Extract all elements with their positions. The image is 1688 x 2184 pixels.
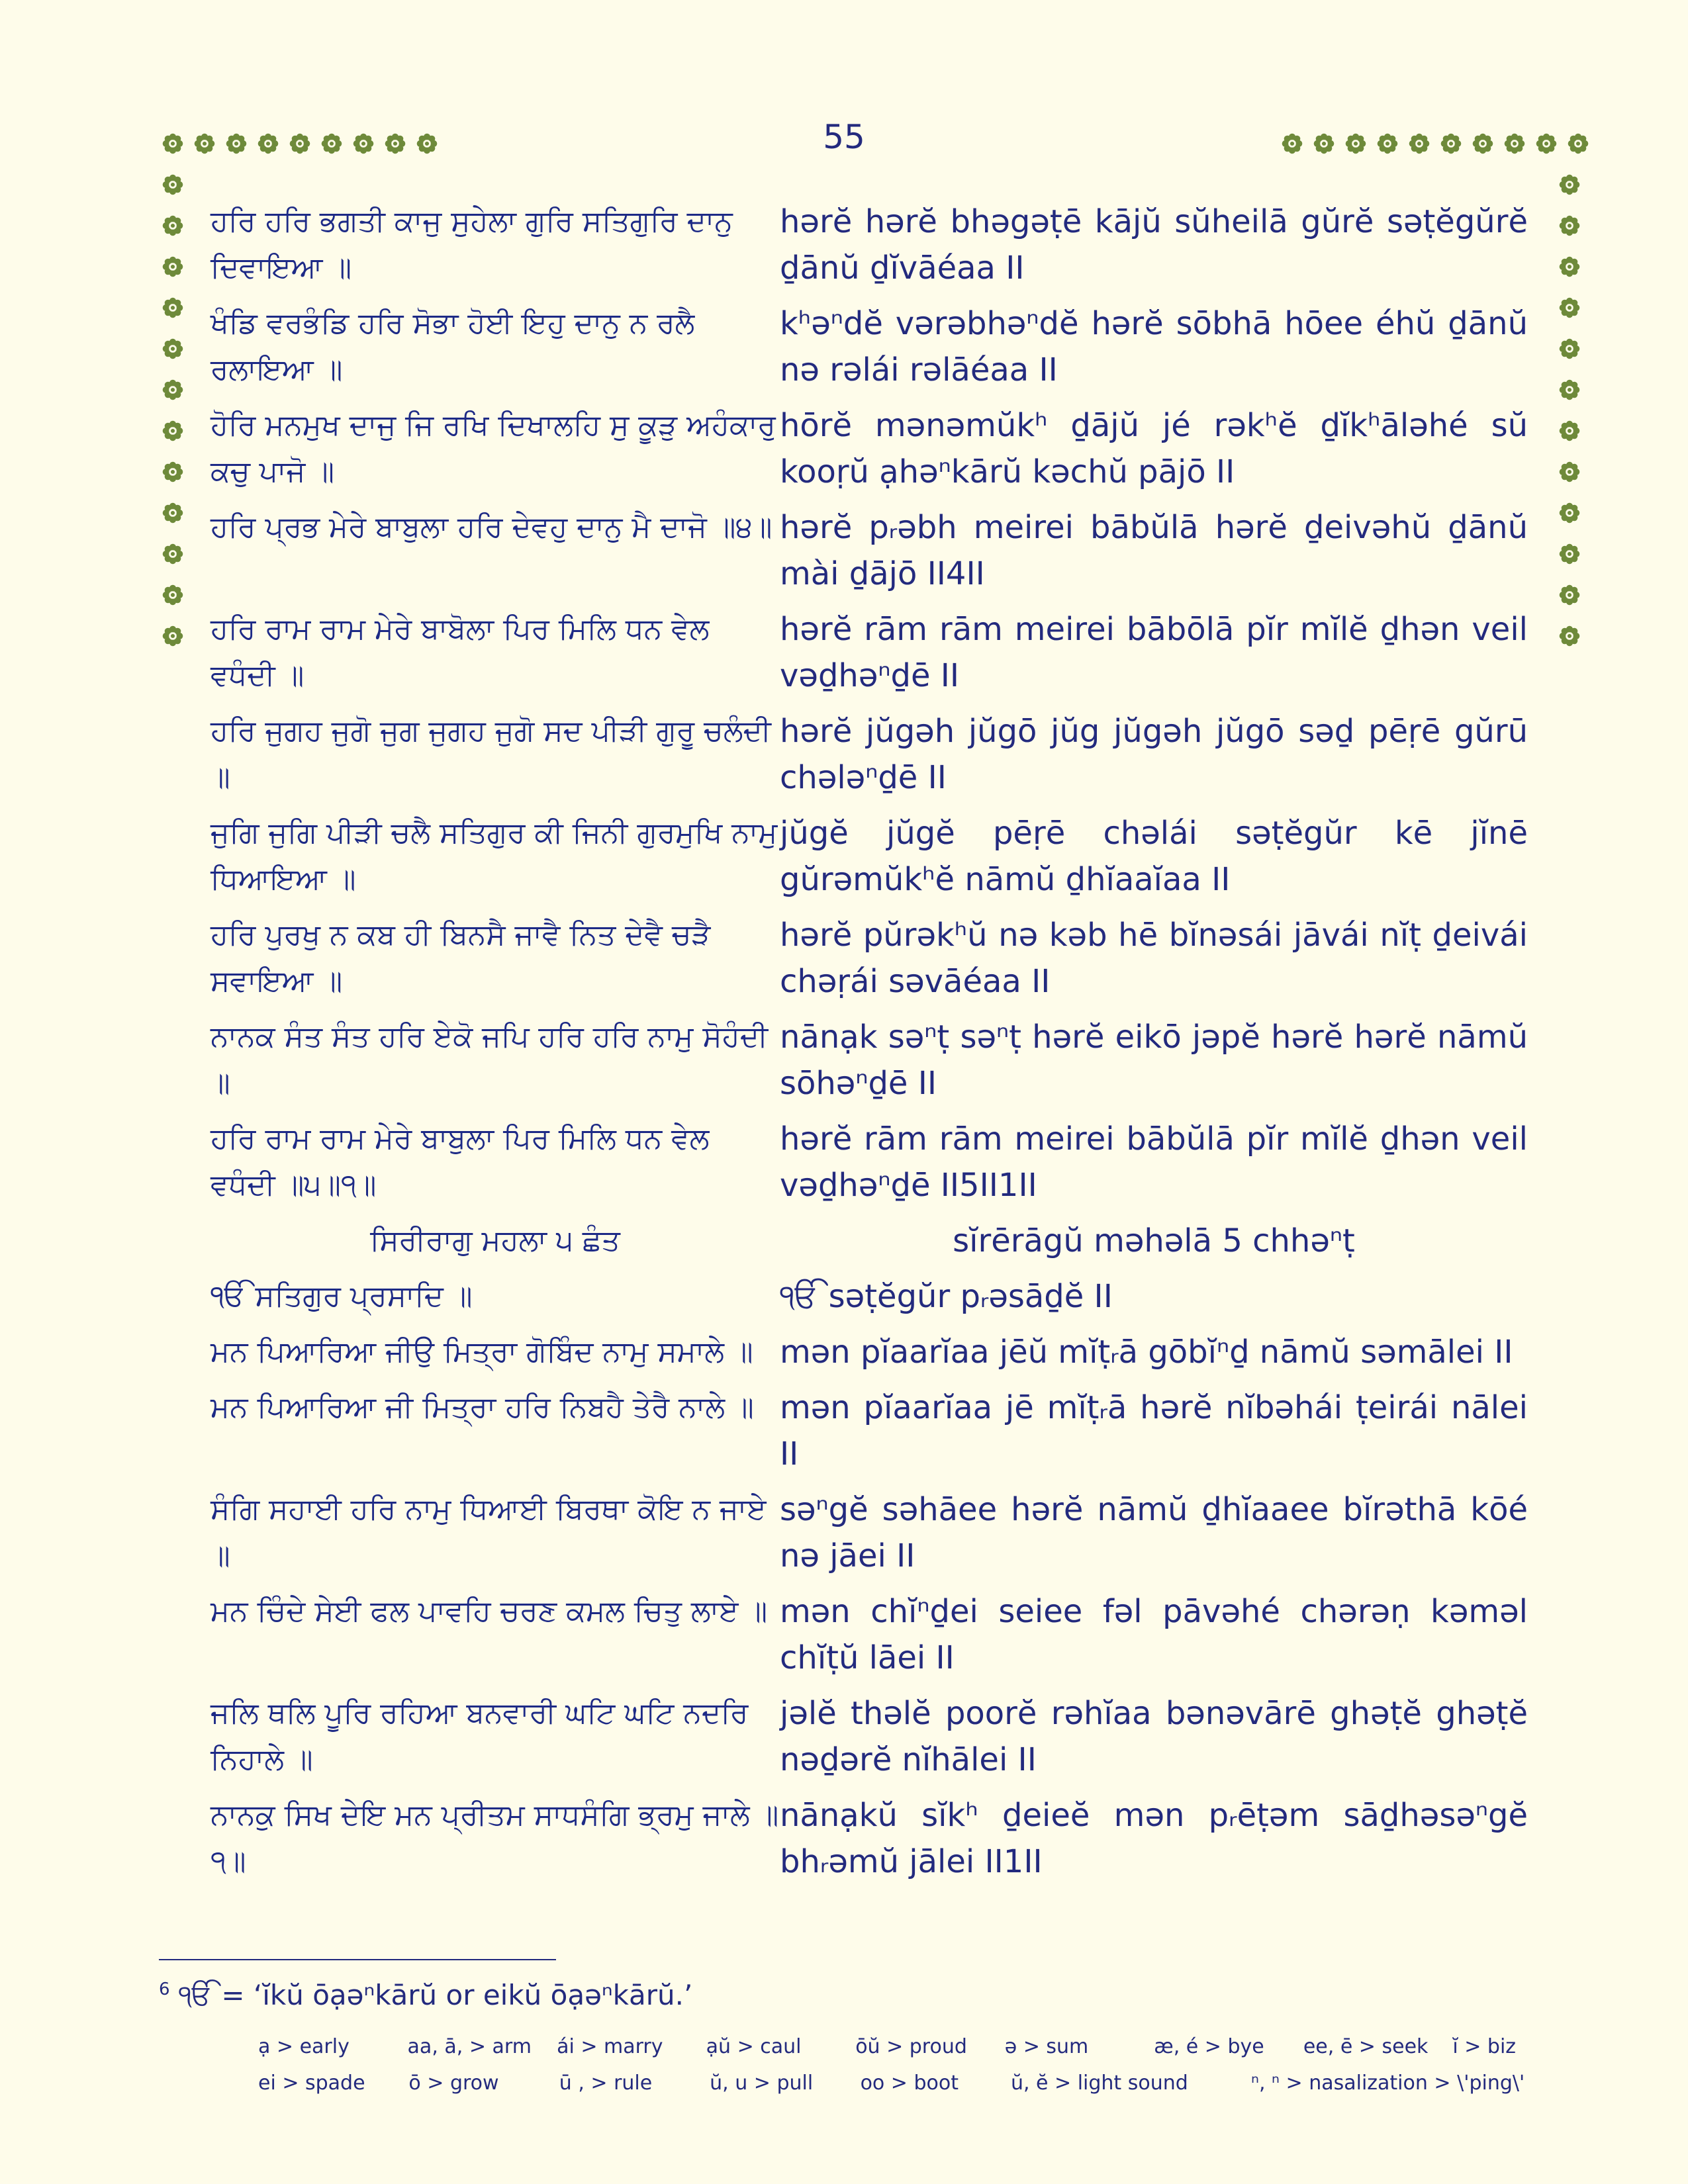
pronunciation-legend [258, 2035, 1525, 2095]
decor-border-left [162, 173, 184, 647]
verse-row [211, 1273, 1528, 1320]
verse-row [211, 708, 1528, 801]
page-number: 55 [823, 118, 865, 156]
flower-icon [162, 173, 184, 196]
flower-icon [1558, 338, 1581, 360]
legend-item: ō > grow [408, 2071, 499, 2095]
flower-icon [1313, 132, 1335, 155]
gurmukhi-line: ਜੁਗਿ ਜੁਗਿ ਪੀੜੀ ਚਲੈ ਸਤਿਗੁਰ ਕੀ ਜਿਨੀ ਗੁਰਮੁਖਿ ਨਾਮੁ ਧਿਆਇਆ ॥ [211, 816, 778, 896]
flower-icon [162, 132, 184, 155]
transliteration-line: jŭgĕ jŭgĕ pēṛē chəlái səṭĕgŭr kē jĭnē gŭrəmŭkʰĕ nāmŭ ḏhĭaaĭaa II [780, 815, 1528, 898]
transliteration-line: mən pĭaarĭaa jēŭ mĭṭᵣā gōbĭⁿḏ nāmŭ səmālei II [780, 1334, 1513, 1371]
gurmukhi-line: ਨਾਨਕ ਸੰਤ ਸੰਤ ਹਰਿ ਏਕੋ ਜਪਿ ਹਰਿ ਹਰਿ ਨਾਮੁ ਸੋਹੰਦੀ ॥ [211, 1020, 769, 1100]
flower-icon [1535, 132, 1558, 155]
footnote [159, 1979, 692, 2012]
flower-icon [1503, 132, 1526, 155]
flower-icon [162, 461, 184, 483]
verse-row [211, 810, 1528, 903]
transliteration-line: ੴ səṭĕgŭr pᵣəsāḏĕ II [780, 1278, 1113, 1315]
flower-icon [1558, 584, 1581, 606]
verse-row [211, 1792, 1528, 1885]
flower-icon [162, 255, 184, 278]
transliteration-line: mən chĭⁿḏei seiee fəl pāvəhé chərəṇ kəməl chĭṭŭ lāei II [780, 1593, 1528, 1676]
legend-item: aa, ā, > arm [407, 2035, 532, 2058]
gurmukhi-line: ਖੰਡਿ ਵਰਭੰਡਿ ਹਰਿ ਸੋਭਾ ਹੋਈ ਇਹੁ ਦਾਨੁ ਨ ਰਲੈ ਰਲਾਇਆ ॥ [211, 306, 695, 387]
legend-item: ⁿ, ⁿ > nasalization > \'ping\' [1251, 2071, 1525, 2095]
flower-icon [289, 132, 311, 155]
verse-row [211, 504, 1528, 597]
legend-item: ōŭ > proud [855, 2035, 967, 2058]
flower-icon [162, 338, 184, 360]
transliteration-line: hərĕ rām rām meirei bābŭlā pĭr mĭlĕ ḏhən veil vəḏhəⁿḏē II5II1II [780, 1120, 1528, 1204]
transliteration-line: hərĕ rām rām meirei bābōlā pĭr mĭlĕ ḏhən veil vəḏhəⁿḏē II [780, 611, 1528, 694]
legend-item: ə > sum [1004, 2035, 1089, 2058]
flower-icon [162, 543, 184, 565]
gurmukhi-heading: ਸਿਰੀਰਾਗੁ ਮਹਲਾ ੫ ਛੰਤ [370, 1224, 620, 1257]
flower-icon [1558, 214, 1581, 237]
transliteration-line: hərĕ pᵣəbh meirei bābŭlā hərĕ ḏeivəhŭ ḏānŭ mài ḏājō II4II [780, 509, 1528, 592]
legend-item: ei > spade [258, 2071, 365, 2095]
flower-icon [193, 132, 216, 155]
transliteration-line: hərĕ jŭgəh jŭgō jŭg jŭgəh jŭgō səḏ pēṛē gŭrū chələⁿḏē II [780, 713, 1528, 796]
flower-icon [162, 502, 184, 524]
verse-row [211, 606, 1528, 699]
gurmukhi-line: ਨਾਨਕੁ ਸਿਖ ਦੇਇ ਮਨ ਪ੍ਰੀਤਮ ਸਾਧਸੰਗਿ ਭ੍ਰਮੁ ਜਾਲੇ ॥੧॥ [211, 1798, 779, 1878]
transliteration-line: səⁿgĕ səhāee hərĕ nāmŭ ḏhĭaaee bĭrəthā kōé nə jāei II [780, 1491, 1528, 1574]
flower-icon [1558, 255, 1581, 278]
transliteration-line: nānạkŭ sĭkʰ ḏeieĕ mən pᵣēṭəm sāḏhəsəⁿgĕ bhᵣəmŭ jālei II1II [780, 1797, 1528, 1880]
flower-icon [1558, 379, 1581, 401]
verse-row [211, 300, 1528, 393]
verse-row [211, 1588, 1528, 1681]
verse-row [211, 1014, 1528, 1107]
verse-row [211, 199, 1528, 291]
flower-icon [1558, 296, 1581, 319]
gurmukhi-line: ਹਰਿ ਜੁਗਹ ਜੁਗੋ ਜੁਗ ਜੁਗਹ ਜੁਗੋ ਸਦ ਪੀੜੀ ਗੁਰੂ ਚਲੰਦੀ ॥ [211, 714, 771, 794]
flower-icon [225, 132, 248, 155]
flower-icon [384, 132, 406, 155]
gurmukhi-line: ਹਰਿ ਰਾਮ ਰਾਮ ਮੇਰੇ ਬਾਬੁਲਾ ਪਿਰ ਮਿਲਿ ਧਨ ਵੇਲ ਵਧੰਦੀ ॥੫॥੧॥ [211, 1122, 710, 1202]
gurmukhi-line: ਹਰਿ ਰਾਮ ਰਾਮ ਮੇਰੇ ਬਾਬੋਲਾ ਪਿਰ ਮਿਲਿ ਧਨ ਵੇਲ ਵਧੰਦੀ ॥ [211, 612, 710, 692]
transliteration-line: mən pĭaarĭaa jē mĭṭᵣā hərĕ nĭbəhái ṭeirái nālei II [780, 1389, 1528, 1473]
gurmukhi-line: ਮਨ ਪਿਆਰਿਆ ਜੀ ਮਿਤ੍ਰਾ ਹਰਿ ਨਿਬਹੈ ਤੇਰੈ ਨਾਲੇ ॥ [211, 1390, 754, 1424]
flower-icon [257, 132, 279, 155]
legend-item: ŭ, ĕ > light sound [1010, 2071, 1188, 2095]
transliteration-line: jəlĕ thəlĕ poorĕ rəhĭaa bənəvārē ghəṭĕ ghəṭĕ nəḏərĕ nĭhālei II [780, 1695, 1528, 1778]
legend-item: æ, é > bye [1154, 2035, 1264, 2058]
legend-row [258, 2035, 1516, 2058]
transliteration-line: kʰəⁿdĕ vərəbhəⁿdĕ hərĕ sōbhā hōee éhŭ ḏānŭ nə rəlái rəlāéaa II [780, 305, 1528, 388]
legend-row [258, 2071, 1525, 2095]
gurmukhi-line: ਮਨ ਚਿੰਦੇ ਸੇਈ ਫਲ ਪਾਵਹਿ ਚਰਣ ਕਮਲ ਚਿਤੁ ਲਾਏ ॥ [211, 1594, 768, 1628]
flower-icon [162, 420, 184, 442]
flower-icon [416, 132, 438, 155]
flower-icon [162, 379, 184, 401]
footnote-separator [159, 1959, 556, 1960]
flower-icon [1558, 502, 1581, 524]
verse-row [211, 1116, 1528, 1208]
transliteration-line: nānạk səⁿṭ səⁿṭ hərĕ eikō jəpĕ hərĕ hərĕ nāmŭ sōhəⁿḏē II [780, 1019, 1528, 1102]
legend-item: ū , > rule [559, 2071, 653, 2095]
flower-icon [1344, 132, 1367, 155]
legend-item: ŭ, u > pull [710, 2071, 814, 2095]
transliteration-line: hərĕ pŭrəkʰŭ nə kəb hē bĭnəsái jāvái nĭṭ ḏeivái chəṛái səvāéaa II [780, 917, 1528, 1000]
legend-item: oo > boot [860, 2071, 959, 2095]
flower-icon [1376, 132, 1399, 155]
verse-row [211, 1486, 1528, 1579]
gurmukhi-line: ਮਨ ਪਿਆਰਿਆ ਜੀਉ ਮਿਤ੍ਰਾ ਗੋਬਿੰਦ ਨਾਮੁ ਸਮਾਲੇ ॥ [211, 1335, 753, 1369]
gurmukhi-line: ਹੋਰਿ ਮਨਮੁਖ ਦਾਜੁ ਜਿ ਰਖਿ ਦਿਖਾਲਹਿ ਸੁ ਕੂੜੁ ਅਹੰਕਾਰੁ ਕਚੁ ਪਾਜੋ ॥ [211, 408, 776, 488]
verse-row [211, 402, 1528, 495]
legend-item: ạŭ > caul [706, 2035, 802, 2058]
flower-icon [1558, 420, 1581, 442]
flower-icon [1558, 173, 1581, 196]
flower-icon [352, 132, 375, 155]
decor-border-right [1558, 173, 1581, 647]
footnote-marker: 6 [159, 1979, 170, 1999]
footnote-text: ੴ = ‘ĭkŭ ōạəⁿkārŭ or eikŭ ōạəⁿkārŭ.’ [178, 1979, 693, 2011]
verse-content [211, 199, 1528, 1894]
verse-row [211, 1690, 1528, 1783]
section-heading-row [211, 1218, 1528, 1264]
legend-item: ee, ē > seek [1303, 2035, 1429, 2058]
transliteration-line: hərĕ hərĕ bhəgəṭē kājŭ sŭheilā gŭrĕ səṭĕgŭrĕ ḏānŭ ḏĭvāéaa II [780, 203, 1528, 287]
gurmukhi-line: ਹਰਿ ਪ੍ਰਭ ਮੇਰੇ ਬਾਬੁਲਾ ਹਰਿ ਦੇਵਹੁ ਦਾਨੁ ਮੈ ਦਾਜੋ ॥੪॥ [211, 510, 773, 544]
flower-icon [1440, 132, 1462, 155]
verse-row [211, 912, 1528, 1005]
flower-icon [1281, 132, 1303, 155]
flower-icon [320, 132, 343, 155]
flower-icon [162, 584, 184, 606]
verse-row [211, 1385, 1528, 1477]
transliteration-line: hōrĕ mənəmŭkʰ ḏājŭ jé rəkʰĕ ḏĭkʰāləhé sŭ kooṛŭ ạhəⁿkārŭ kəchŭ pājō II [780, 407, 1528, 490]
decor-border-top-right [1281, 132, 1589, 155]
flower-icon [1558, 543, 1581, 565]
legend-item: ái > marry [557, 2035, 663, 2058]
transliteration-heading: sĭrērāgŭ məhəlā 5 chhəⁿṭ [953, 1222, 1355, 1259]
decor-border-top-left [162, 132, 438, 155]
flower-icon [1558, 625, 1581, 647]
gurmukhi-line: ਹਰਿ ਪੁਰਖੁ ਨ ਕਬ ਹੀ ਬਿਨਸੈ ਜਾਵੈ ਨਿਤ ਦੇਵੈ ਚੜੈ ਸਵਾਇਆ ॥ [211, 918, 711, 998]
gurmukhi-line: ਜਲਿ ਥਲਿ ਪੂਰਿ ਰਹਿਆ ਬਨਵਾਰੀ ਘਟਿ ਘਟਿ ਨਦਰਿ ਨਿਹਾਲੇ ॥ [211, 1696, 749, 1776]
flower-icon [162, 214, 184, 237]
gurmukhi-line: ਸੰਗਿ ਸਹਾਈ ਹਰਿ ਨਾਮੁ ਧਿਆਈ ਬਿਰਥਾ ਕੋਇ ਨ ਜਾਏ ॥ [211, 1492, 767, 1572]
flower-icon [162, 296, 184, 319]
flower-icon [1567, 132, 1589, 155]
flower-icon [162, 625, 184, 647]
gurmukhi-line: ੴ ਸਤਿਗੁਰ ਪ੍ਰਸਾਦਿ ॥ [211, 1279, 473, 1313]
flower-icon [1558, 461, 1581, 483]
gurmukhi-line: ਹਰਿ ਹਰਿ ਭਗਤੀ ਕਾਜੁ ਸੁਹੇਲਾ ਗੁਰਿ ਸਤਿਗੁਰਿ ਦਾਨੁ ਦਿਵਾਇਆ ॥ [211, 205, 733, 285]
flower-icon [1472, 132, 1494, 155]
legend-item: ạ > early [258, 2035, 350, 2058]
legend-item: ĭ > biz [1452, 2035, 1517, 2058]
flower-icon [1408, 132, 1430, 155]
verse-row [211, 1329, 1528, 1375]
